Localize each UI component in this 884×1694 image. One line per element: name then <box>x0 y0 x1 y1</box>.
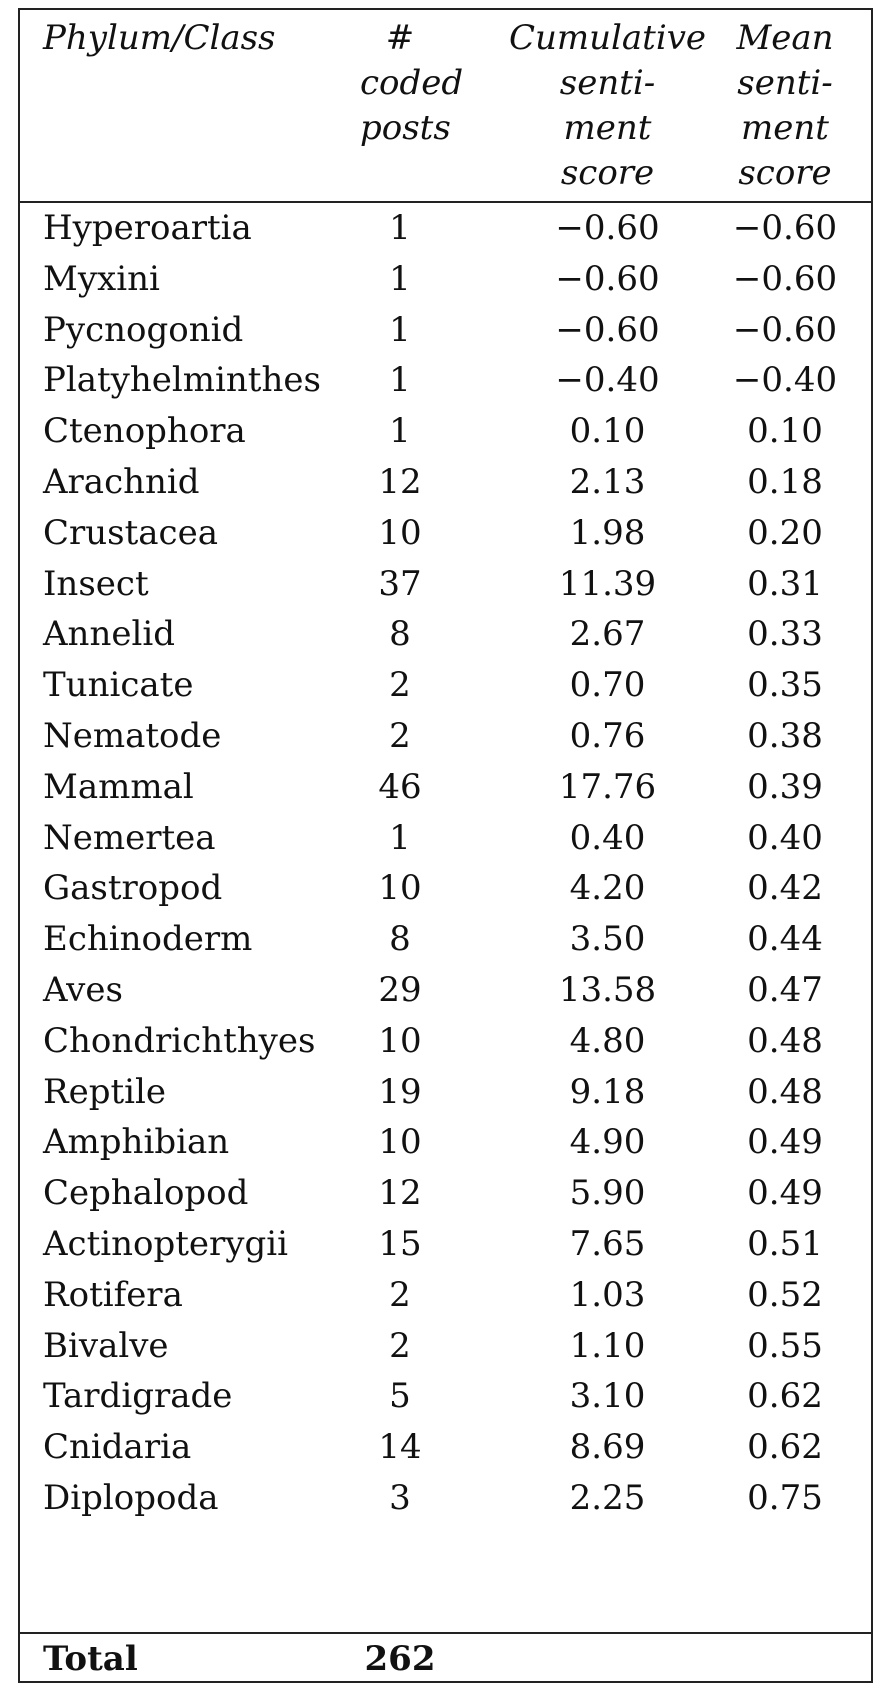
cell-coded-posts: 1 <box>389 258 411 299</box>
table-row <box>20 1268 871 1323</box>
cell-cumulative-score: 0.76 <box>569 716 646 756</box>
cell-cumulative-score: 0.40 <box>569 817 646 858</box>
cell-phylum-class: Insect <box>43 563 149 604</box>
cell-coded-posts: 1 <box>389 309 411 350</box>
cell-mean-score: 0.31 <box>747 563 823 604</box>
cell-phylum-class: Annelid <box>43 614 175 655</box>
cell-cumulative-score: 1.98 <box>569 512 646 553</box>
table-row <box>20 557 871 612</box>
table-row <box>20 760 871 815</box>
cell-mean-score: 0.49 <box>747 1173 823 1214</box>
table-row <box>20 1014 871 1069</box>
cell-cumulative-score: −0.40 <box>555 360 660 401</box>
cell-phylum-class: Tunicate <box>43 665 194 706</box>
cell-mean-score: 0.55 <box>747 1325 823 1366</box>
cell-phylum-class: Amphibian <box>43 1122 230 1163</box>
cell-coded-posts: 2 <box>389 716 411 756</box>
header-cumulative-score: Cumulative senti- ment score <box>508 18 707 193</box>
table-row <box>20 1217 871 1272</box>
cell-coded-posts: 2 <box>389 1274 411 1315</box>
cell-cumulative-score: 1.03 <box>569 1274 646 1315</box>
table-row <box>20 658 871 713</box>
cell-cumulative-score: 3.50 <box>569 919 646 960</box>
cell-phylum-class: Cnidaria <box>43 1427 192 1468</box>
cell-phylum-class: Actinopterygii <box>43 1224 289 1264</box>
cell-phylum-class: Ctenophora <box>43 411 246 452</box>
cell-cumulative-score: 1.10 <box>569 1325 646 1366</box>
cell-coded-posts: 14 <box>378 1427 422 1468</box>
total-row <box>20 1632 871 1685</box>
cell-cumulative-score: 2.67 <box>569 614 646 655</box>
cell-coded-posts: 2 <box>389 665 411 706</box>
cell-mean-score: 0.42 <box>747 868 823 909</box>
cell-cumulative-score: −0.60 <box>555 309 660 350</box>
cell-coded-posts: 1 <box>389 208 411 248</box>
cell-phylum-class: Arachnid <box>43 462 200 502</box>
cell-coded-posts: 10 <box>378 1020 422 1061</box>
cell-mean-score: 0.39 <box>747 766 823 807</box>
header-mean-score: Mean senti- ment score <box>736 18 834 193</box>
cell-phylum-class: Myxini <box>43 258 160 299</box>
cell-phylum-class: Mammal <box>43 766 194 807</box>
cell-phylum-class: Crustacea <box>43 512 218 553</box>
cell-mean-score: 0.51 <box>747 1224 823 1264</box>
cell-cumulative-score: −0.60 <box>555 208 660 248</box>
cell-cumulative-score: 17.76 <box>558 766 657 807</box>
cell-mean-score: 0.52 <box>747 1274 823 1315</box>
cell-coded-posts: 1 <box>389 411 411 452</box>
cell-coded-posts: 1 <box>389 360 411 401</box>
table-row <box>20 1115 871 1170</box>
cell-mean-score: −0.40 <box>732 360 838 401</box>
cell-cumulative-score: 4.90 <box>569 1122 646 1163</box>
cell-phylum-class: Bivalve <box>43 1325 169 1366</box>
cell-coded-posts: 37 <box>378 563 422 604</box>
cell-mean-score: 0.48 <box>747 1071 823 1112</box>
table-row <box>20 1319 871 1374</box>
cell-phylum-class: Hyperoartia <box>43 208 252 248</box>
table-row <box>20 963 871 1018</box>
cell-mean-score: 0.20 <box>747 512 823 553</box>
cell-mean-score: 0.47 <box>747 970 823 1010</box>
cell-phylum-class: Tardigrade <box>43 1376 233 1417</box>
table-row <box>20 861 871 916</box>
cell-cumulative-score: 3.10 <box>569 1376 646 1417</box>
cell-coded-posts: 8 <box>389 919 411 960</box>
table-row <box>20 506 871 561</box>
cell-mean-score: 0.62 <box>747 1427 823 1468</box>
cell-coded-posts: 46 <box>378 766 422 807</box>
cell-coded-posts: 1 <box>389 817 411 858</box>
table-row <box>20 709 871 764</box>
cell-cumulative-score: −0.60 <box>555 258 660 299</box>
table-header <box>20 10 871 203</box>
table-row <box>20 303 871 358</box>
cell-phylum-class: Nemertea <box>43 817 216 858</box>
cell-phylum-class: Nematode <box>43 716 222 756</box>
cell-mean-score: 0.49 <box>747 1122 823 1163</box>
cell-coded-posts: 8 <box>389 614 411 655</box>
cell-mean-score: 0.75 <box>747 1478 823 1518</box>
cell-phylum-class: Rotifera <box>43 1274 183 1315</box>
table-row <box>20 912 871 967</box>
cell-mean-score: 0.18 <box>747 462 823 502</box>
cell-phylum-class: Reptile <box>43 1071 167 1112</box>
cell-mean-score: 0.10 <box>747 411 823 452</box>
cell-coded-posts: 10 <box>378 1122 422 1163</box>
cell-coded-posts: 12 <box>378 462 422 502</box>
cell-cumulative-score: 4.80 <box>569 1020 646 1061</box>
table-row <box>20 1369 871 1424</box>
cell-coded-posts: 19 <box>378 1071 422 1112</box>
cell-coded-posts: 3 <box>389 1478 411 1518</box>
cell-cumulative-score: 0.70 <box>569 665 646 706</box>
cell-mean-score: 0.44 <box>747 919 823 960</box>
table-row <box>20 404 871 459</box>
table-row <box>20 1065 871 1120</box>
cell-cumulative-score: 5.90 <box>569 1173 646 1214</box>
cell-phylum-class: Cephalopod <box>43 1173 249 1214</box>
cell-phylum-class: Echinoderm <box>43 919 253 960</box>
cell-mean-score: 0.38 <box>747 716 823 756</box>
cell-coded-posts: 5 <box>389 1376 411 1417</box>
table-row <box>20 1471 871 1526</box>
cell-coded-posts: 29 <box>378 970 422 1010</box>
cell-mean-score: −0.60 <box>732 208 838 248</box>
cell-coded-posts: 10 <box>378 512 422 553</box>
cell-coded-posts: 15 <box>378 1224 422 1264</box>
cell-cumulative-score: 11.39 <box>558 563 657 604</box>
cell-coded-posts: 10 <box>378 868 422 909</box>
total-coded-posts: 262 <box>364 1639 436 1679</box>
cell-mean-score: 0.33 <box>747 614 823 655</box>
cell-cumulative-score: 2.25 <box>569 1478 646 1518</box>
cell-cumulative-score: 13.58 <box>558 970 657 1010</box>
cell-mean-score: −0.60 <box>732 309 838 350</box>
table-row <box>20 1420 871 1475</box>
cell-cumulative-score: 2.13 <box>569 462 646 502</box>
header-coded-posts: # coded posts <box>360 18 464 148</box>
cell-phylum-class: Platyhelminthes <box>43 360 321 401</box>
cell-mean-score: 0.40 <box>747 817 823 858</box>
cell-cumulative-score: 0.10 <box>569 411 646 452</box>
cell-cumulative-score: 8.69 <box>569 1427 646 1468</box>
table-row <box>20 1166 871 1221</box>
table-row <box>20 455 871 510</box>
cell-coded-posts: 2 <box>389 1325 411 1366</box>
cell-mean-score: 0.62 <box>747 1376 823 1417</box>
table-row <box>20 811 871 866</box>
cell-phylum-class: Pycnogonid <box>43 309 244 350</box>
cell-mean-score: 0.35 <box>747 665 823 706</box>
cell-cumulative-score: 7.65 <box>569 1224 646 1264</box>
header-phylum-class: Phylum/Class <box>43 18 276 58</box>
cell-phylum-class: Diplopoda <box>43 1478 219 1518</box>
cell-phylum-class: Chondrichthyes <box>43 1020 316 1061</box>
table-row <box>20 353 871 408</box>
cell-cumulative-score: 4.20 <box>569 868 646 909</box>
cell-mean-score: 0.48 <box>747 1020 823 1061</box>
cell-cumulative-score: 9.18 <box>569 1071 646 1112</box>
cell-phylum-class: Gastropod <box>43 868 223 909</box>
table-row <box>20 201 871 256</box>
sentiment-table <box>18 8 873 1683</box>
total-label: Total <box>43 1639 138 1679</box>
table-row <box>20 252 871 307</box>
cell-mean-score: −0.60 <box>732 258 838 299</box>
table-row <box>20 607 871 662</box>
cell-phylum-class: Aves <box>43 970 123 1010</box>
cell-coded-posts: 12 <box>378 1173 422 1214</box>
